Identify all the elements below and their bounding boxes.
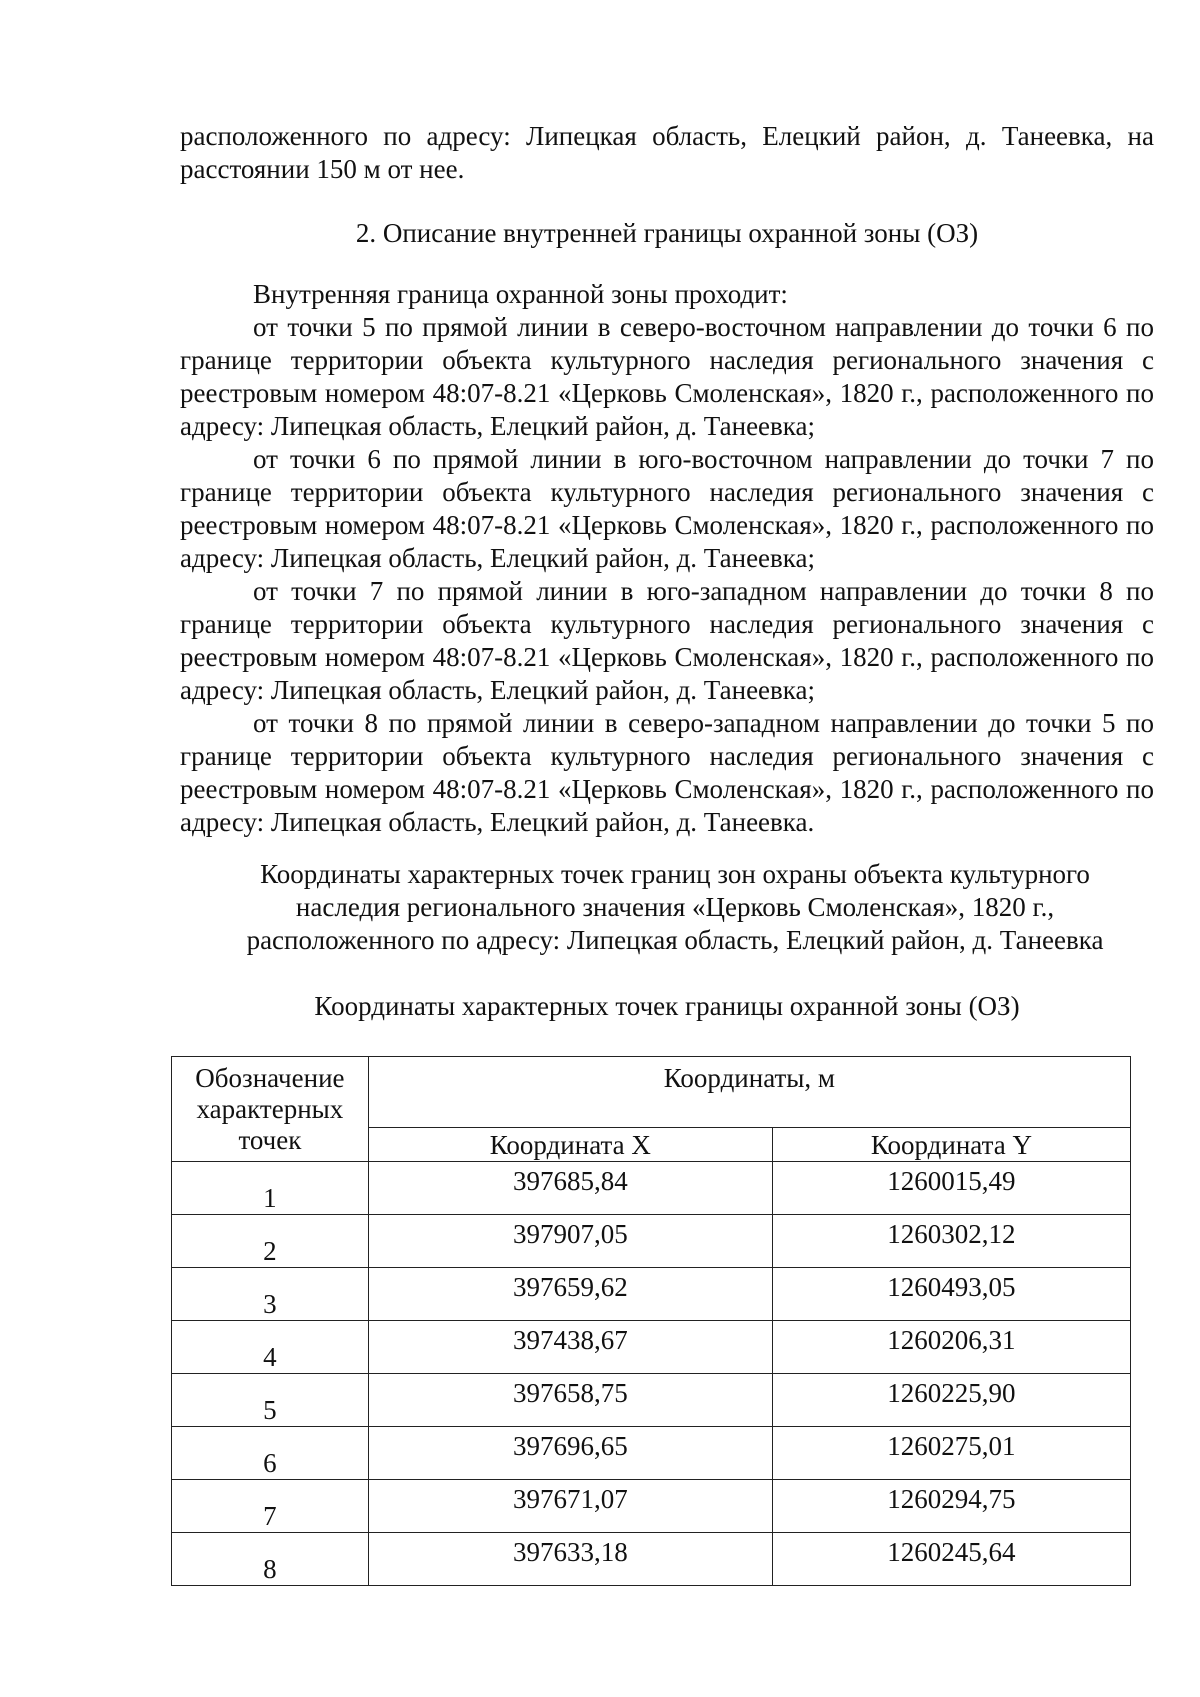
- coordinate-x-value: 397685,84: [368, 1162, 772, 1215]
- coordinate-y-value: 1260015,49: [772, 1162, 1130, 1215]
- boundary-paragraph-lead: Внутренняя граница охранной зоны проходит:: [253, 279, 788, 309]
- intro-paragraph: расположенного по адресу: Липецкая область, Елецкий район, д. Танеевка, на расстоянии 150 м от нее.: [180, 121, 1154, 184]
- coordinates-title-line: наследия регионального значения «Церковь Смоленская», 1820 г.,: [295, 892, 1055, 922]
- coordinate-x-value: 397671,07: [368, 1480, 772, 1533]
- table-row: [172, 1427, 1131, 1480]
- point-number: 8: [172, 1533, 369, 1586]
- coordinate-y-value: 1260225,90: [772, 1374, 1130, 1427]
- boundary-paragraph-8-5: от точки 8 по прямой линии в северо-западном направлении до точки 5 по границе территории объекта культурного наследия регионального значения с реестровым номером 48:07-8.21 «Церковь Смоленская», 1820 г., расположенного по адресу: Липецкая область, Елецкий район, д. Танеевка.: [180, 708, 1154, 837]
- coordinate-y-value: 1260245,64: [772, 1533, 1130, 1586]
- table-title: Координаты характерных точек границы охранной зоны (ОЗ): [314, 991, 1020, 1021]
- section-heading: 2. Описание внутренней границы охранной зоны (ОЗ): [355, 218, 979, 248]
- boundary-description: [180, 278, 1154, 839]
- coordinate-y-value: 1260493,05: [772, 1268, 1130, 1321]
- table-row: [172, 1374, 1131, 1427]
- coordinate-x-value: 397633,18: [368, 1533, 772, 1586]
- coordinate-x-value: 397696,65: [368, 1427, 772, 1480]
- header-coordinates: Координаты, м: [368, 1057, 1130, 1128]
- coordinate-y-value: 1260302,12: [772, 1215, 1130, 1268]
- point-number: 5: [172, 1374, 369, 1427]
- table-row: [172, 1533, 1131, 1586]
- boundary-paragraph-5-6: от точки 5 по прямой линии в северо-восточном направлении до точки 6 по границе территории объекта культурного наследия регионального значения с реестровым номером 48:07-8.21 «Церковь Смоленская», 1820 г., расположенного по адресу: Липецкая область, Елецкий район, д. Танеевка;: [180, 312, 1154, 441]
- point-number: 7: [172, 1480, 369, 1533]
- boundary-paragraph-6-7: от точки 6 по прямой линии в юго-восточном направлении до точки 7 по границе территории объекта культурного наследия регионального значения с реестровым номером 48:07-8.21 «Церковь Смоленская», 1820 г., расположенного по адресу: Липецкая область, Елецкий район, д. Танеевка;: [180, 444, 1154, 573]
- point-number: 3: [172, 1268, 369, 1321]
- table-header-row: [172, 1057, 1131, 1128]
- header-designation: Обозначение характерных точек: [172, 1057, 369, 1162]
- coordinate-y-value: 1260206,31: [772, 1321, 1130, 1374]
- coordinates-section-title: [200, 858, 1150, 957]
- point-number: 1: [172, 1162, 369, 1215]
- point-number: 4: [172, 1321, 369, 1374]
- coordinate-x-value: 397438,67: [368, 1321, 772, 1374]
- point-number: 6: [172, 1427, 369, 1480]
- table-row: [172, 1480, 1131, 1533]
- point-number: 2: [172, 1215, 369, 1268]
- table-row: [172, 1162, 1131, 1215]
- coordinate-x-value: 397907,05: [368, 1215, 772, 1268]
- coordinate-x-value: 397659,62: [368, 1268, 772, 1321]
- header-coordinate-x: Координата X: [368, 1128, 772, 1162]
- coordinate-y-value: 1260294,75: [772, 1480, 1130, 1533]
- coordinate-x-value: 397658,75: [368, 1374, 772, 1427]
- table-row: [172, 1321, 1131, 1374]
- coordinate-y-value: 1260275,01: [772, 1427, 1130, 1480]
- boundary-paragraph-7-8: от точки 7 по прямой линии в юго-западном направлении до точки 8 по границе территории объекта культурного наследия регионального значения с реестровым номером 48:07-8.21 «Церковь Смоленская», 1820 г., расположенного по адресу: Липецкая область, Елецкий район, д. Танеевка;: [180, 576, 1154, 705]
- coordinates-table: [171, 1056, 1131, 1586]
- header-coordinate-y: Координата Y: [772, 1128, 1130, 1162]
- table-row: [172, 1215, 1131, 1268]
- coordinates-title-line: Координаты характерных точек границ зон охраны объекта культурного: [260, 859, 1090, 889]
- table-row: [172, 1268, 1131, 1321]
- coordinates-title-line: расположенного по адресу: Липецкая область, Елецкий район, д. Танеевка: [246, 925, 1104, 955]
